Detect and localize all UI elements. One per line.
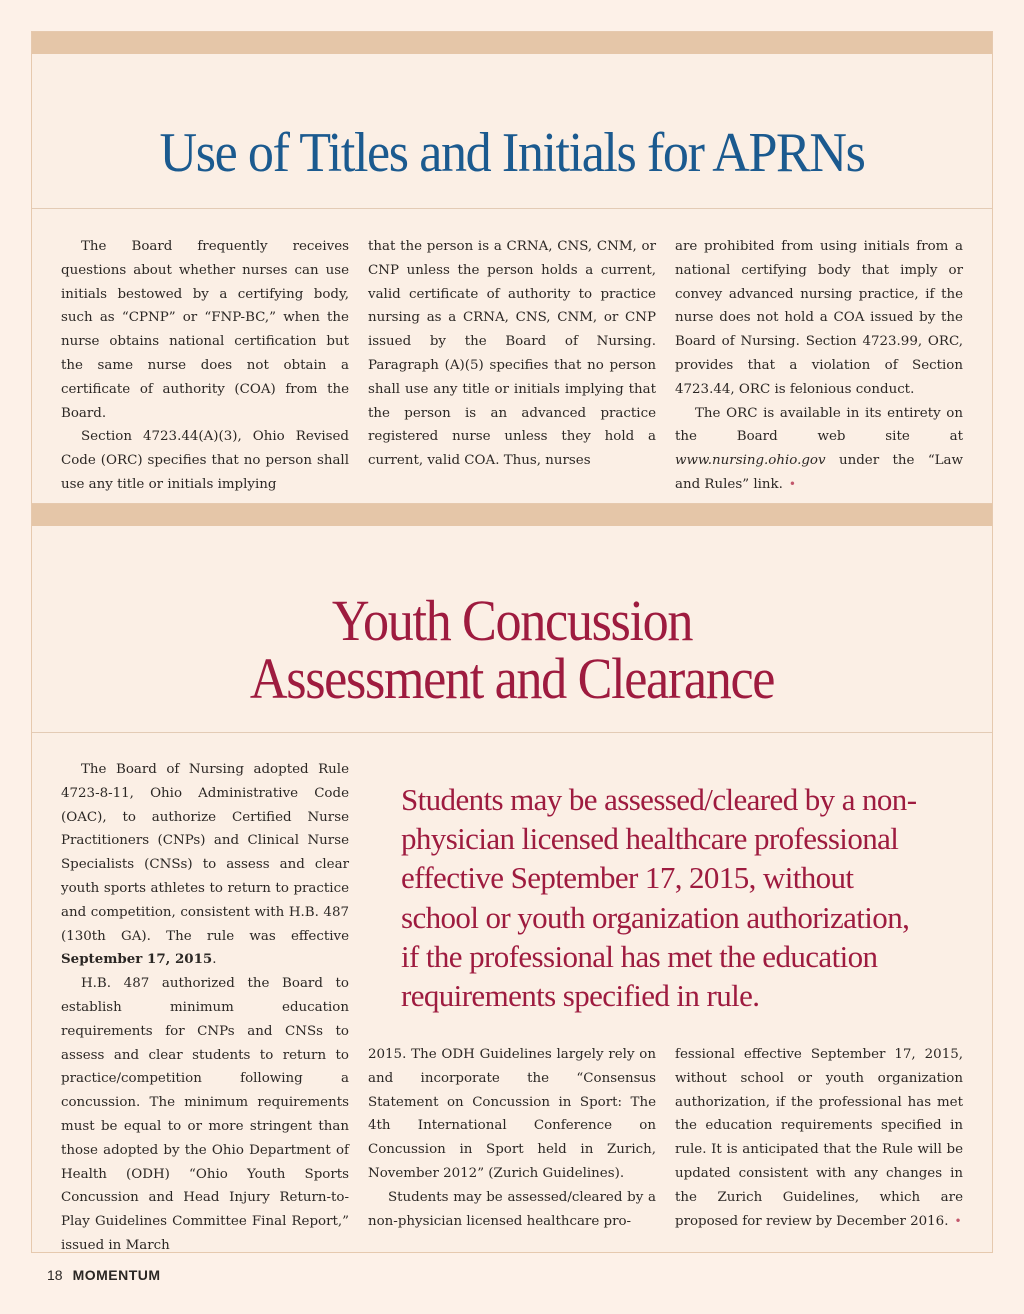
paragraph: that the person is a CRNA, CNS, CNM, or CNP unless the person holds a current, valid certificate of authority to practice nursing as a CRNA, CNS, CNM, or CNP issued by the Board of Nursing. Paragraph (A)(5) specifies that no person shall use any title or initials implying that the person is an advanced practice registered nurse unless they hold a current, valid COA. Thus, nurses [368,239,656,469]
magazine-name: MOMENTUM [72,1267,161,1283]
paragraph [675,402,963,497]
pull-quote-line: school or youth organization authorization, [401,899,910,935]
article-column-3 [675,235,963,497]
paragraph: Students may be assessed/cleared by a non-physician licensed healthcare pro- [368,1189,656,1229]
pull-quote-line: physician licensed healthcare professional [401,821,899,857]
header-bar [32,32,992,54]
effective-date: September 17, 2015 [61,951,213,968]
paragraph: 2015. The ODH Guidelines largely rely on and incorporate the “Consensus Statement on Concussion in Sport: The 4th International Conference on Concussion in Sport held in Zurich, November 2012” (Zurich Guidelines). [368,1047,656,1181]
paragraph [61,758,349,972]
text: The ORC is available in its entirety on the Board web site at [675,405,963,445]
concussion-article [31,503,993,1253]
divider [32,208,992,209]
paragraph: Section 4723.44(A)(3), Ohio Revised Code (ORC) specifies that no person shall use any title or initials implying [61,429,349,492]
article-column-2 [368,235,656,473]
aprn-titles-article [31,31,993,505]
header-bar [32,504,992,526]
article-column-1 [61,235,349,497]
text: under the “Law and Rules” link. [675,453,963,492]
article-title-line-1: Youth Concussion [331,588,693,653]
board-website-link[interactable]: www.nursing.ohio.gov [675,453,826,469]
article-column-2 [368,1043,656,1233]
paragraph: are prohibited from using initials from a national certifying body that imply or convey advanced nursing practice, if the nurse does not hold a COA issued by the Board of Nursing. Section 4723.99, ORC, provides that a violation of Section 4723.44, ORC is felonious conduct. [675,239,963,397]
text: The Board of Nursing adopted Rule 4723-8-11, Ohio Administrative Code (OAC), to authorize Certified Nurse Practitioners (CNPs) and Clinical Nurse Specialists (CNSs) to assess and clear youth sports athletes to return to practice and competition, consistent with H.B. 487 (130th GA). The rule was effective [61,762,349,944]
text: fessional effective September 17, 2015, without school or youth organization authorization, if the professional has met the education requirements specified in rule. It is anticipated that the Rule will be updated consistent with any changes in the Zurich Guidelines, which are proposed for review by December 2016. [675,1047,963,1229]
pull-quote-line: if the professional has met the education [401,938,878,974]
page-footer [47,1267,161,1283]
divider [32,732,992,733]
pull-quote-line: Students may be assessed/cleared by a non- [401,782,917,817]
text: . [212,952,217,968]
end-mark: • [788,476,796,491]
paragraph: H.B. 487 authorized the Board to establish minimum education requirements for CNPs and CNSs to assess and clear students to return to practice/competition following a concussion. The minimum requirements must be equal to or more stringent than those adopted by the Ohio Department of Health (ODH) “Ohio Youth Sports Concussion and Head Injury Return-to-Play Guidelines Committee Final Report,” issued in March [61,976,349,1253]
article-column-1 [61,758,349,1258]
paragraph [675,1043,963,1233]
paragraph: The Board frequently receives questions about whether nurses can use initials bestowed by a certifying body, such as “CPNP” or “FNP-BC,” when the nurse obtains national certification but the same nurse does not obtain a certificate of authority (COA) from the Board. [61,239,349,421]
article-column-3 [675,1043,963,1233]
end-mark: • [954,1213,962,1228]
page-number: 18 [47,1267,63,1283]
article-title-line-2: Assessment and Clearance [249,646,775,711]
pull-quote-line: requirements specified in rule. [401,978,760,1014]
article-title: Use of Titles and Initials for APRNs [159,122,865,184]
pull-quote [401,780,981,1015]
pull-quote-line: effective September 17, 2015, without [401,860,854,896]
